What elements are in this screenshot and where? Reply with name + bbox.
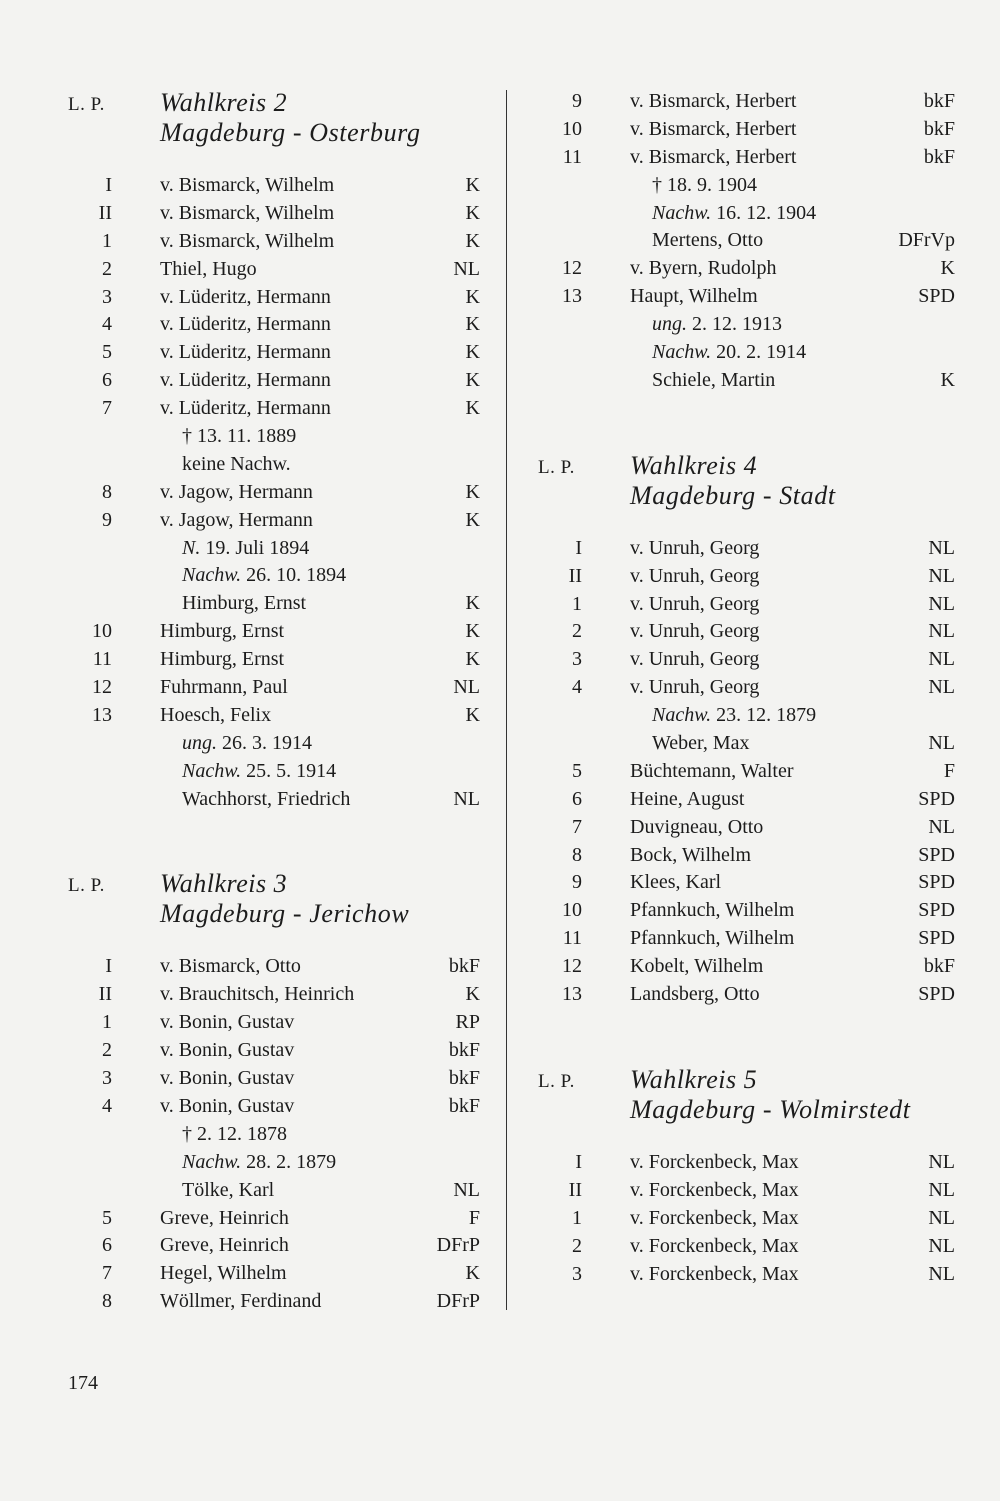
member-name: v. Bismarck, Herbert [630,145,797,168]
entry-row [60,1009,480,1037]
party-code: K [465,592,480,615]
period-number: 2 [102,1039,112,1062]
period-number: 13 [92,703,112,726]
party-code: bkF [923,955,955,978]
left-column [60,88,480,1316]
party-code: bkF [448,955,480,978]
party-code: K [465,313,480,336]
period-number: 7 [102,1262,112,1285]
entry-row [530,339,955,367]
entry-row [60,1288,480,1316]
entry-row [530,618,955,646]
member-name: v. Unruh, Georg [630,564,760,587]
period-number: 5 [102,341,112,364]
period-number: 2 [102,257,112,280]
party-code: SPD [918,787,955,810]
party-code: K [940,368,955,391]
member-name: † 13. 11. 1889 [182,425,297,448]
entry-row [530,311,955,339]
entry-row [60,618,480,646]
period-number: 8 [102,480,112,503]
member-name: Nachw. 16. 12. 1904 [652,201,817,224]
constituency-title: Wahlkreis 4 [630,450,758,480]
constituency-subtitle: Magdeburg - Osterburg [160,118,421,147]
member-name: v. Lüderitz, Hermann [160,369,331,392]
entry-row [60,395,480,423]
party-code: SPD [918,927,955,950]
party-code: NL [928,1206,955,1229]
period-number: 6 [102,1234,112,1257]
entry-row [60,535,480,563]
member-name: Wachhorst, Friedrich [182,787,351,810]
entry-row [530,200,955,228]
party-code: bkF [923,90,955,112]
member-name: Bock, Wilhelm [630,843,752,866]
entry-row [530,1205,955,1233]
entry-row [60,562,480,590]
period-number: 1 [102,1011,112,1034]
party-code: NL [453,676,480,699]
entry-row [530,953,955,981]
member-name: v. Forckenbeck, Max [630,1234,799,1257]
entry-row [530,981,955,1009]
entry-row [60,339,480,367]
constituency-block [530,88,955,395]
member-name: v. Jagow, Hermann [160,508,313,531]
constituency-title: Wahlkreis 3 [160,869,288,899]
period-number: I [105,955,112,978]
constituency-title: Wahlkreis 2 [160,88,288,117]
party-code: SPD [918,983,955,1006]
member-name: Himburg, Ernst [160,648,285,671]
entry-row [530,227,955,255]
party-code: K [465,369,480,392]
entry-row [60,200,480,228]
member-name: v. Lüderitz, Hermann [160,285,331,308]
member-name: v. Unruh, Georg [630,676,760,699]
entry-row [530,842,955,870]
constituency-subtitle: Magdeburg - Stadt [630,480,836,510]
member-name: Hegel, Wilhelm [160,1262,287,1285]
party-code: NL [453,787,480,810]
member-name: v. Bonin, Gustav [160,1067,295,1090]
period-number: II [568,1178,582,1201]
entry-row [60,367,480,395]
entry-row [530,144,955,172]
party-code: K [465,648,480,671]
party-code: NL [928,1150,955,1173]
period-number: 7 [572,815,582,838]
entry-row [530,702,955,730]
entry-row [60,646,480,674]
entry-row [60,451,480,479]
period-number: 4 [572,676,582,699]
period-number: I [105,174,112,196]
lp-column-label: L. P. [538,456,575,478]
party-code: NL [928,648,955,671]
period-number: 8 [102,1290,112,1313]
party-code: K [465,341,480,364]
entry-row [60,590,480,618]
entry-row [530,283,955,311]
party-code: NL [928,564,955,587]
entry-row [530,367,955,395]
party-code: K [465,480,480,503]
party-code: NL [928,592,955,615]
member-name: † 2. 12. 1878 [182,1122,287,1145]
column-divider [506,90,507,1310]
entry-row [530,814,955,842]
entry-row [530,255,955,283]
member-name: Landsberg, Otto [630,983,760,1006]
entry-row [530,172,955,200]
constituency-block [530,1065,955,1288]
member-name: v. Bismarck, Wilhelm [160,229,335,252]
entry-row [530,1149,955,1177]
entry-row [60,1093,480,1121]
member-name: Klees, Karl [630,871,722,894]
period-number: 2 [572,620,582,643]
member-name: v. Byern, Rudolph [630,257,777,280]
right-column [530,88,955,1288]
party-code: SPD [918,285,955,308]
period-number: 3 [102,1067,112,1090]
member-name: Haupt, Wilhelm [630,285,758,308]
member-name: v. Bismarck, Herbert [630,90,797,112]
member-name: Greve, Heinrich [160,1234,289,1257]
period-number: 5 [102,1206,112,1229]
member-name: Kobelt, Wilhelm [630,955,764,978]
constituency-header [60,869,480,953]
party-code: NL [928,620,955,643]
lp-column-label: L. P. [68,94,105,115]
entry-row [60,507,480,535]
party-code: NL [928,1234,955,1257]
period-number: II [98,983,112,1006]
period-number: 9 [102,508,112,531]
member-name: Heine, August [630,787,745,810]
member-name: v. Bonin, Gustav [160,1094,295,1117]
member-name: Tölke, Karl [182,1178,275,1201]
member-name: Himburg, Ernst [182,592,307,615]
entry-row [530,758,955,786]
party-code: NL [453,257,480,280]
party-code: bkF [448,1067,480,1090]
constituency-block [60,869,480,1316]
constituency-header [530,451,955,535]
member-name: v. Bonin, Gustav [160,1011,295,1034]
member-name: v. Unruh, Georg [630,536,760,559]
entry-row [530,646,955,674]
period-number: 13 [562,983,582,1006]
constituency-block [530,451,955,1009]
entry-row [530,674,955,702]
entry-row [60,1232,480,1260]
entry-row [60,953,480,981]
party-code: DFrVp [898,229,955,252]
party-code: K [465,174,480,196]
party-code: K [465,229,480,252]
period-number: II [98,201,112,224]
constituency-subtitle: Magdeburg - Wolmirstedt [630,1094,911,1124]
party-code: K [465,620,480,643]
party-code: NL [453,1178,480,1201]
party-code: SPD [918,843,955,866]
member-name: Weber, Max [652,732,750,755]
entry-row [60,1037,480,1065]
member-name: v. Jagow, Hermann [160,480,313,503]
member-name: v. Forckenbeck, Max [630,1262,799,1285]
party-code: SPD [918,871,955,894]
entry-row [60,674,480,702]
entry-row [530,88,955,116]
constituency-title: Wahlkreis 5 [630,1064,758,1094]
party-code: K [465,285,480,308]
period-number: 10 [562,117,582,140]
period-number: 3 [572,1262,582,1285]
entry-row [60,1260,480,1288]
period-number: 13 [562,285,582,308]
party-code: K [465,397,480,420]
lp-column-label: L. P. [538,1070,575,1092]
entry-row [60,702,480,730]
member-name: Schiele, Martin [652,368,776,391]
entry-row [60,1065,480,1093]
period-number: 11 [92,648,112,671]
member-name: v. Bismarck, Wilhelm [160,201,335,224]
period-number: 1 [102,229,112,252]
party-code: bkF [448,1039,480,1062]
member-name: Nachw. 26. 10. 1894 [182,564,347,587]
period-number: 3 [572,648,582,671]
entry-row [60,172,480,200]
member-name: v. Lüderitz, Hermann [160,397,331,420]
member-name: ung. 2. 12. 1913 [652,313,782,336]
party-code: NL [928,1262,955,1285]
member-name: v. Unruh, Georg [630,648,760,671]
party-code: RP [455,1011,480,1034]
member-name: v. Bonin, Gustav [160,1039,295,1062]
block-spacer [60,813,480,869]
period-number: 1 [572,592,582,615]
entry-row [530,535,955,563]
entry-row [60,981,480,1009]
period-number: I [575,1150,582,1173]
party-code: NL [928,815,955,838]
member-name: keine Nachw. [182,452,291,475]
party-code: F [468,1206,480,1229]
party-code: K [465,983,480,1006]
member-name: Nachw. 25. 5. 1914 [182,759,337,782]
member-name: v. Unruh, Georg [630,620,760,643]
period-number: 11 [562,927,582,950]
member-name: Wöllmer, Ferdinand [160,1290,322,1313]
entry-row [60,284,480,312]
entry-row [60,786,480,814]
constituency-block [60,88,480,813]
party-code: NL [928,732,955,755]
period-number: 4 [102,313,112,336]
constituency-header [530,1065,955,1149]
entry-row [60,228,480,256]
period-number: 4 [102,1094,112,1117]
period-number: 12 [92,676,112,699]
period-number: 10 [562,899,582,922]
member-name: Büchtemann, Walter [630,759,794,782]
entry-row [530,925,955,953]
member-name: v. Bismarck, Otto [160,955,301,978]
member-name: v. Lüderitz, Hermann [160,313,331,336]
period-number: 5 [572,759,582,782]
page-number: 174 [68,1372,98,1394]
party-code: NL [928,536,955,559]
member-name: N. 19. Juli 1894 [182,536,310,559]
period-number: 12 [562,955,582,978]
period-number: 9 [572,871,582,894]
entry-row [60,758,480,786]
block-spacer [530,1009,955,1065]
member-name: v. Forckenbeck, Max [630,1178,799,1201]
period-number: 3 [102,285,112,308]
entry-row [530,1177,955,1205]
period-number: 8 [572,843,582,866]
entry-row [530,730,955,758]
party-code: K [465,201,480,224]
member-name: Nachw. 28. 2. 1879 [182,1150,337,1173]
member-name: Pfannkuch, Wilhelm [630,899,795,922]
entry-row [60,1177,480,1205]
period-number: 2 [572,1234,582,1257]
period-number: 9 [572,90,582,112]
entry-row [530,897,955,925]
party-code: NL [928,1178,955,1201]
period-number: 11 [562,145,582,168]
entry-row [60,311,480,339]
entry-row [60,1121,480,1149]
party-code: K [940,257,955,280]
party-code: bkF [923,145,955,168]
period-number: 12 [562,257,582,280]
member-name: v. Unruh, Georg [630,592,760,615]
member-name: Mertens, Otto [652,229,764,252]
party-code: K [465,508,480,531]
party-code: bkF [448,1094,480,1117]
party-code: SPD [918,899,955,922]
entry-row [60,256,480,284]
entry-row [530,786,955,814]
entry-row [530,869,955,897]
party-code: K [465,703,480,726]
party-code: F [943,759,955,782]
entry-row [60,423,480,451]
party-code: K [465,1262,480,1285]
member-name: Hoesch, Felix [160,703,272,726]
period-number: 6 [102,369,112,392]
member-name: v. Brauchitsch, Heinrich [160,983,355,1006]
member-name: Nachw. 20. 2. 1914 [652,341,807,364]
period-number: 1 [572,1206,582,1229]
member-name: v. Forckenbeck, Max [630,1150,799,1173]
member-name: ung. 26. 3. 1914 [182,731,312,754]
entry-row [530,591,955,619]
member-name: Fuhrmann, Paul [160,676,288,699]
block-spacer [530,395,955,451]
entry-row [530,1261,955,1289]
party-code: bkF [923,117,955,140]
member-name: Greve, Heinrich [160,1206,289,1229]
entry-row [60,479,480,507]
member-name: Duvigneau, Otto [630,815,764,838]
member-name: v. Bismarck, Wilhelm [160,174,335,196]
party-code: NL [928,676,955,699]
entry-row [530,116,955,144]
period-number: 7 [102,397,112,420]
entry-row [60,1149,480,1177]
entry-row [530,1233,955,1261]
entry-row [60,1205,480,1233]
period-number: I [575,536,582,559]
party-code: DFrP [436,1290,480,1313]
member-name: Himburg, Ernst [160,620,285,643]
constituency-subtitle: Magdeburg - Jerichow [160,899,410,929]
member-name: Thiel, Hugo [160,257,257,280]
party-code: DFrP [436,1234,480,1257]
member-name: Pfannkuch, Wilhelm [630,927,795,950]
period-number: 6 [572,787,582,810]
member-name: v. Bismarck, Herbert [630,117,797,140]
member-name: v. Lüderitz, Hermann [160,341,331,364]
entry-row [60,730,480,758]
period-number: 10 [92,620,112,643]
entry-row [530,563,955,591]
member-name: Nachw. 23. 12. 1879 [652,704,817,727]
member-name: † 18. 9. 1904 [652,173,757,196]
member-name: v. Forckenbeck, Max [630,1206,799,1229]
lp-column-label: L. P. [68,875,105,897]
constituency-header [60,88,480,172]
period-number: II [568,564,582,587]
